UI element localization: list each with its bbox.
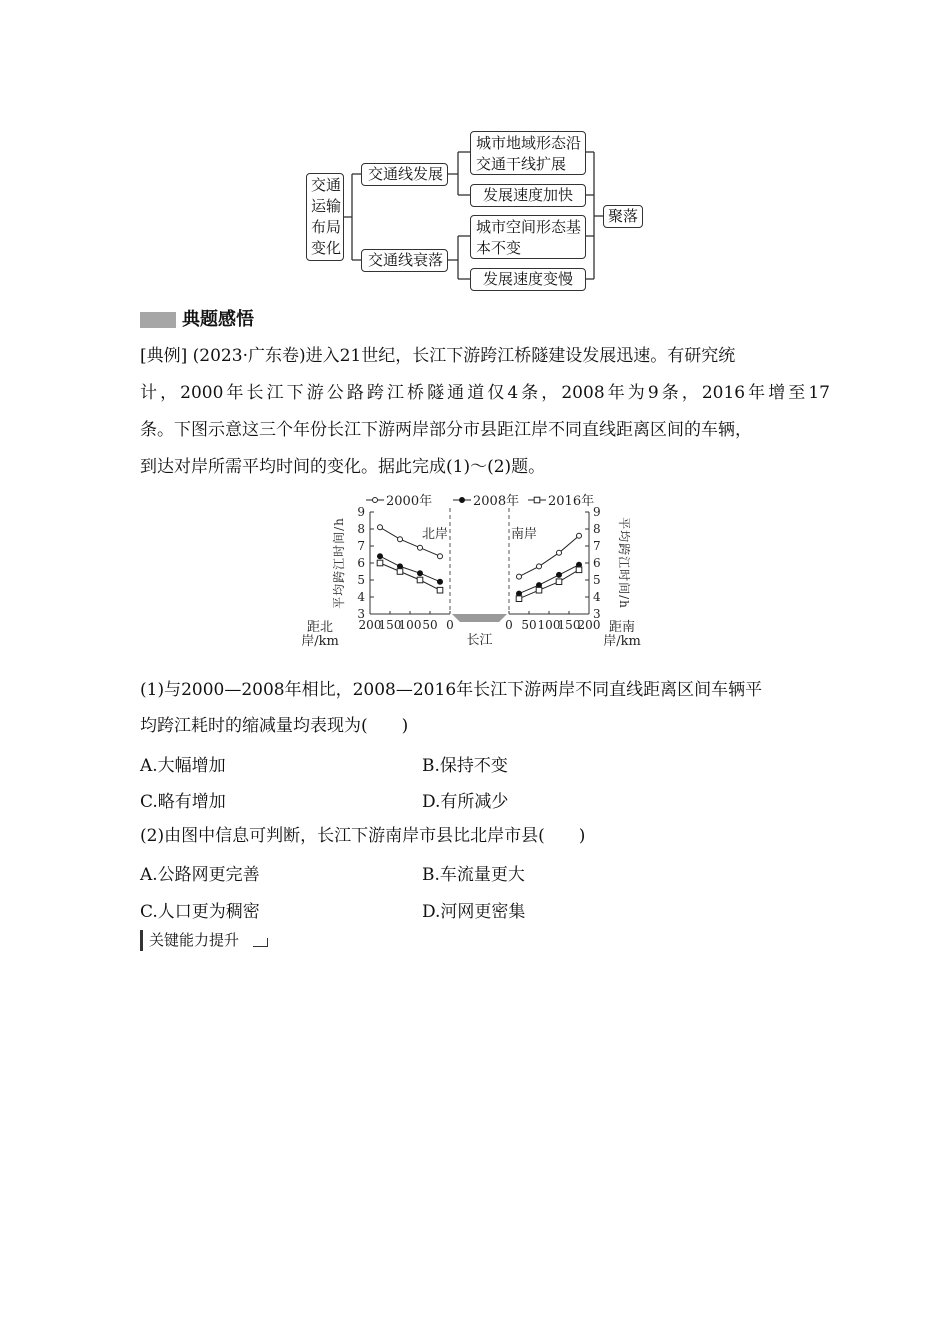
mindmap-result: 聚落: [603, 205, 643, 228]
x-tick-label-north: 150: [378, 618, 402, 632]
x-axis-label-north-line2: 岸/km: [301, 634, 339, 649]
y-axis-label-right: 平均跨江时间/h: [617, 517, 631, 609]
data-point-north-1: [418, 571, 423, 576]
leaf-expand: [470, 131, 586, 175]
data-point-north-2: [437, 587, 443, 593]
section-marker: [140, 312, 176, 328]
series-line-south-2: [519, 570, 579, 599]
x-axis-label-south-line2: 岸/km: [603, 634, 641, 649]
x-tick-label-north: 100: [398, 618, 422, 632]
data-point-north-0: [438, 554, 443, 559]
leaf-unchanged-line-1: 城市空间形态基: [476, 218, 582, 236]
q1-option-a[interactable]: A.大幅增加: [140, 756, 226, 776]
leaf-expand-line-2: 交通干线扩展: [476, 155, 567, 173]
x-tick-label-south: 50: [521, 618, 537, 632]
river-shape: [452, 614, 507, 622]
data-point-north-1: [378, 554, 383, 559]
example-line-2: 计，2000年长江下游公路跨江桥隧通道仅4条，2008年为9条，2016年增至17: [140, 383, 830, 403]
root-line-3: 布局: [311, 218, 342, 236]
travel-time-chart: [300, 488, 660, 663]
y-tick-label-right: 8: [593, 522, 601, 536]
data-point-south-2: [576, 567, 582, 573]
legend-label: 2000年: [386, 494, 433, 509]
river-label: 长江: [466, 633, 493, 648]
y-axis-label-left: 平均跨江时间/h: [332, 517, 346, 609]
legend-label: 2008年: [473, 494, 520, 509]
branch-decline: 交通线衰落: [361, 249, 448, 272]
data-point-north-0: [418, 545, 423, 550]
y-tick-label-left: 3: [357, 607, 365, 621]
north-bank-label: 北岸: [421, 527, 448, 542]
y-tick-label-right: 6: [593, 556, 601, 570]
x-tick-label-north: 200: [358, 618, 382, 632]
data-point-south-1: [557, 572, 562, 577]
x-tick-label-south: 100: [537, 618, 561, 632]
data-point-south-2: [516, 596, 522, 602]
y-tick-label-right: 5: [593, 573, 601, 587]
q1-line-1: (1)与2000—2008年相比，2008—2016年长江下游两岸不同直线距离区间车辆平: [140, 680, 763, 700]
q2-option-d[interactable]: D.河网更密集: [422, 902, 526, 922]
data-point-north-2: [417, 577, 423, 583]
x-tick-label-north: 0: [446, 618, 454, 632]
root-line-1: 交通: [311, 176, 342, 194]
data-point-south-1: [537, 583, 542, 588]
example-line-4: 到达对岸所需平均时间的变化。据此完成(1)～(2)题。: [140, 457, 546, 477]
q2-option-a[interactable]: A.公路网更完善: [140, 865, 260, 885]
section-title: 典题感悟: [182, 309, 254, 330]
data-point-north-2: [377, 560, 383, 566]
x-tick-label-south: 0: [505, 618, 513, 632]
legend-marker: [373, 498, 378, 503]
data-point-north-0: [398, 537, 403, 542]
series-line-south-1: [519, 565, 579, 594]
y-tick-label-right: 3: [593, 607, 601, 621]
legend-marker: [460, 498, 465, 503]
series-line-north-2: [380, 563, 440, 590]
q1-option-c[interactable]: C.略有增加: [140, 792, 226, 812]
x-tick-label-south: 200: [577, 618, 601, 632]
key-ability-rule: [253, 946, 268, 947]
y-tick-label-left: 9: [357, 505, 365, 519]
data-point-south-1: [577, 562, 582, 567]
y-tick-label-left: 6: [357, 556, 365, 570]
leaf-unchanged: [470, 215, 586, 259]
legend-label: 2016年: [548, 494, 595, 509]
key-ability-tick: [267, 938, 268, 947]
y-tick-label-right: 7: [593, 539, 601, 553]
data-point-south-0: [557, 550, 562, 555]
q1-line-2: 均跨江耗时的缩减量均表现为( ): [140, 716, 409, 736]
y-tick-label-left: 7: [357, 539, 365, 553]
example-line-3: 条。下图示意这三个年份长江下游两岸部分市县距江岸不同直线距离区间的车辆，: [140, 420, 752, 440]
mindmap-root: [306, 173, 344, 261]
y-tick-label-right: 4: [593, 590, 601, 604]
root-line-4: 变化: [311, 239, 342, 257]
data-point-north-0: [378, 525, 383, 530]
x-axis-label-south-line1: 距南: [608, 620, 636, 635]
data-point-south-0: [517, 574, 522, 579]
data-point-south-2: [556, 579, 562, 585]
question-1-stem: [140, 672, 830, 744]
question-2-stem: (2)由图中信息可判断，长江下游南岸市县比北岸市县( ): [140, 826, 586, 846]
x-axis-label-north-line1: 距北: [306, 620, 334, 635]
root-line-2: 运输: [311, 197, 342, 215]
leaf-unchanged-line-2: 本不变: [476, 239, 522, 257]
y-tick-label-left: 5: [357, 573, 365, 587]
data-point-north-1: [398, 564, 403, 569]
y-tick-label-left: 8: [357, 522, 365, 536]
data-point-south-0: [537, 564, 542, 569]
leaf-slower: 发展速度变慢: [470, 268, 586, 291]
q1-option-b[interactable]: B.保持不变: [422, 756, 508, 776]
data-point-north-1: [438, 579, 443, 584]
branch-develop: 交通线发展: [361, 163, 448, 186]
key-ability-label: 关键能力提升: [140, 930, 239, 951]
example-line-1-text: (2023·广东卷)进入21世纪，长江下游跨江桥隧建设发展迅速。有研究统: [187, 346, 736, 366]
q2-option-c[interactable]: C.人口更为稠密: [140, 902, 260, 922]
x-tick-label-north: 50: [422, 618, 438, 632]
south-bank-label: 南岸: [511, 527, 538, 542]
series-line-north-1: [380, 556, 440, 582]
x-tick-label-south: 150: [557, 618, 581, 632]
data-point-north-2: [397, 569, 403, 575]
data-point-south-2: [536, 587, 542, 593]
example-paragraph: [140, 338, 830, 486]
data-point-south-0: [577, 533, 582, 538]
q1-option-d[interactable]: D.有所减少: [422, 792, 509, 812]
leaf-expand-line-1: 城市地域形态沿: [476, 134, 582, 152]
q2-option-b[interactable]: B.车流量更大: [422, 865, 525, 885]
y-tick-label-left: 4: [357, 590, 365, 604]
example-line-1: [140, 338, 830, 375]
data-point-south-1: [517, 591, 522, 596]
example-tag: [典例]: [140, 346, 188, 366]
y-tick-label-right: 9: [593, 505, 601, 519]
leaf-faster: 发展速度加快: [470, 184, 586, 207]
legend-marker: [534, 497, 540, 503]
